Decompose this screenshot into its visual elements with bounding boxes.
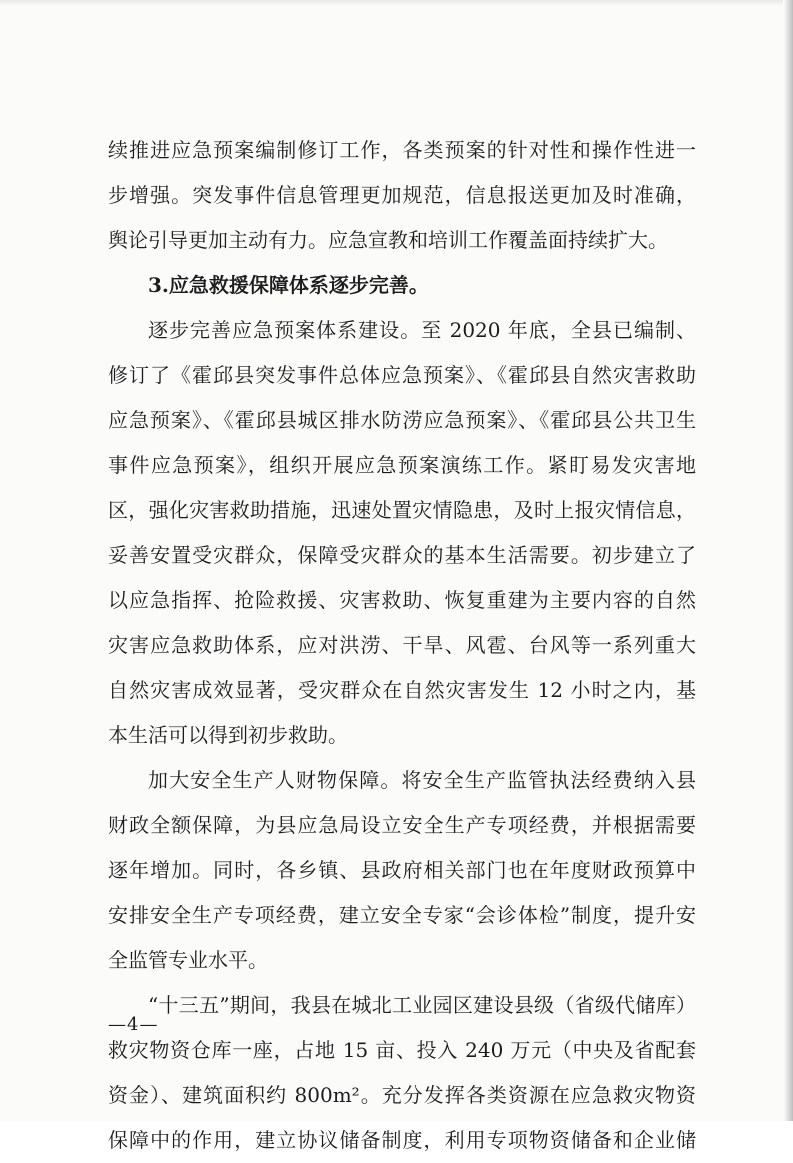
text-line: 逐年增加。同时，各乡镇、县政府相关部门也在年度财政预算中 xyxy=(108,858,696,882)
text-line: 财政全额保障，为县应急局设立安全生产专项经费，并根据需要 xyxy=(108,813,696,837)
text-line: 步增强。突发事件信息管理更加规范，信息报送更加及时准确， xyxy=(108,183,696,207)
text-line: 妥善安置受灾群众，保障受灾群众的基本生活需要。初步建立了 xyxy=(108,543,696,567)
text-line: 保障中的作用，建立协议储备制度，利用专项物资储备和企业储 xyxy=(108,1128,696,1152)
text-line: “十三五”期间，我县在城北工业园区建设县级（省级代储库） xyxy=(148,993,696,1017)
text-line: 事件应急预案》，组织开展应急预案演练工作。紧盯易发灾害地 xyxy=(108,453,696,477)
text-line: 安排安全生产专项经费，建立安全专家“会诊体检”制度，提升安 xyxy=(108,903,696,927)
page-number: —4— xyxy=(108,1014,159,1035)
text-line: 资金）、建筑面积约 800m²。充分发挥各类资源在应急救灾物资 xyxy=(108,1083,696,1107)
text-line: 全监管专业水平。 xyxy=(108,948,268,972)
text-line: 救灾物资仓库一座，占地 15 亩、投入 240 万元（中央及省配套 xyxy=(108,1038,696,1062)
text-line: 本生活可以得到初步救助。 xyxy=(108,723,348,747)
text-line: 舆论引导更加主动有力。应急宣教和培训工作覆盖面持续扩大。 xyxy=(108,228,668,252)
text-line: 灾害应急救助体系，应对洪涝、干旱、风雹、台风等一系列重大 xyxy=(108,633,696,657)
document-body xyxy=(108,128,696,1163)
text-line: 自然灾害成效显著，受灾群众在自然灾害发生 12 小时之内，基 xyxy=(108,678,696,702)
text-line: 加大安全生产人财物保障。将安全生产监管执法经费纳入县 xyxy=(148,768,696,792)
section-heading: 3.应急救援保障体系逐步完善。 xyxy=(148,273,429,297)
text-line: 逐步完善应急预案体系建设。至 2020 年底，全县已编制、 xyxy=(148,318,696,342)
text-line: 续推进应急预案编制修订工作，各类预案的针对性和操作性进一 xyxy=(108,138,696,162)
scan-right-edge xyxy=(783,0,793,1121)
text-line: 以应急指挥、抢险救援、灾害救助、恢复重建为主要内容的自然 xyxy=(108,588,696,612)
text-line: 应急预案》、《霍邱县城区排水防涝应急预案》、《霍邱县公共卫生 xyxy=(108,408,696,432)
text-line: 修订了《霍邱县突发事件总体应急预案》、《霍邱县自然灾害救助 xyxy=(108,363,696,387)
text-line: 区，强化灾害救助措施，迅速处置灾情隐患，及时上报灾情信息， xyxy=(108,498,696,522)
scan-top-edge xyxy=(0,0,793,6)
